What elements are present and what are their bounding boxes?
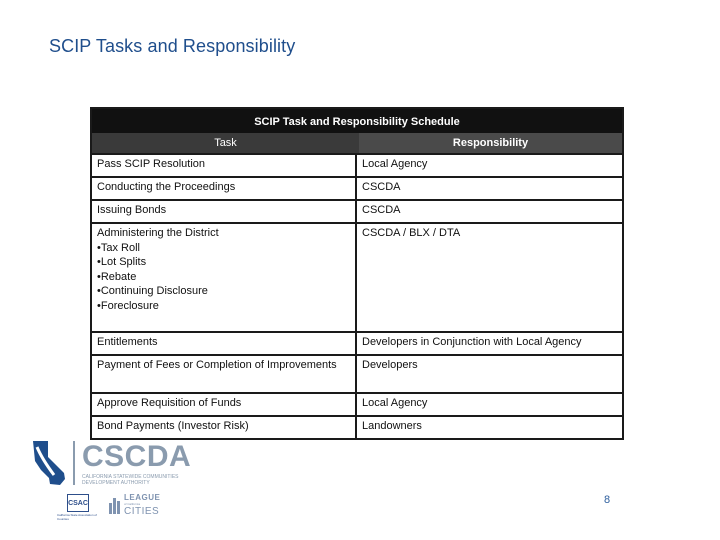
task-cell: Administering the District •Tax Roll •Lot Splits •Rebate •Continuing Disclosure •Foreclosure	[92, 224, 357, 331]
responsibility-cell: CSCDA	[362, 204, 401, 216]
task-cell: Payment of Fees or Completion of Improvements	[92, 356, 357, 392]
responsibility-cell: CSCDA / BLX / DTA	[362, 227, 461, 239]
table-row	[92, 331, 622, 354]
league-logo-bottom: CITIES	[124, 506, 160, 517]
table-row	[92, 354, 622, 392]
table-row	[92, 176, 622, 199]
league-logo-mid: of California	[124, 502, 141, 506]
slide-title: SCIP Tasks and Responsibility	[49, 36, 296, 56]
responsibility-table	[90, 107, 624, 440]
cscda-logo-subtext: CALIFORNIA STATEWIDE COMMUNITIES DEVELOPMENT AUTHORITY	[82, 474, 179, 486]
task-cell: Approve Requisition of Funds	[92, 394, 357, 415]
responsibility-cell: Local Agency	[362, 397, 428, 409]
page-number: 8	[604, 494, 611, 506]
responsibility-cell: Developers in Conjunction with Local Agency	[362, 336, 582, 348]
task-cell: Bond Payments (Investor Risk)	[92, 417, 357, 438]
table-row	[92, 199, 622, 222]
table-row	[92, 415, 622, 438]
responsibility-cell: Developers	[362, 359, 418, 371]
responsibility-cell: Landowners	[362, 420, 422, 432]
task-cell: Conducting the Proceedings	[92, 178, 357, 199]
table-row	[92, 153, 622, 176]
cscda-logo-text: CSCDA	[82, 440, 192, 473]
league-of-cities-logo	[108, 493, 160, 517]
table-row	[92, 392, 622, 415]
responsibility-cell: Local Agency	[362, 158, 428, 170]
league-cities-icon	[108, 495, 122, 515]
table-caption: SCIP Task and Responsibility Schedule	[92, 109, 622, 133]
league-logo-top: LEAGUE	[124, 493, 161, 502]
csac-logo-subtext: California State Association of Counties	[57, 513, 97, 521]
responsibility-cell: CSCDA	[362, 181, 401, 193]
column-header-responsibility: Responsibility	[359, 133, 622, 153]
table-row	[92, 222, 622, 331]
table-body	[92, 153, 622, 438]
csac-logo-icon: CSAC	[67, 494, 89, 512]
task-cell: Entitlements	[92, 333, 357, 354]
task-cell: Issuing Bonds	[92, 201, 357, 222]
table-header-row	[92, 133, 622, 153]
task-cell: Pass SCIP Resolution	[92, 155, 357, 176]
column-header-task: Task	[92, 133, 359, 153]
